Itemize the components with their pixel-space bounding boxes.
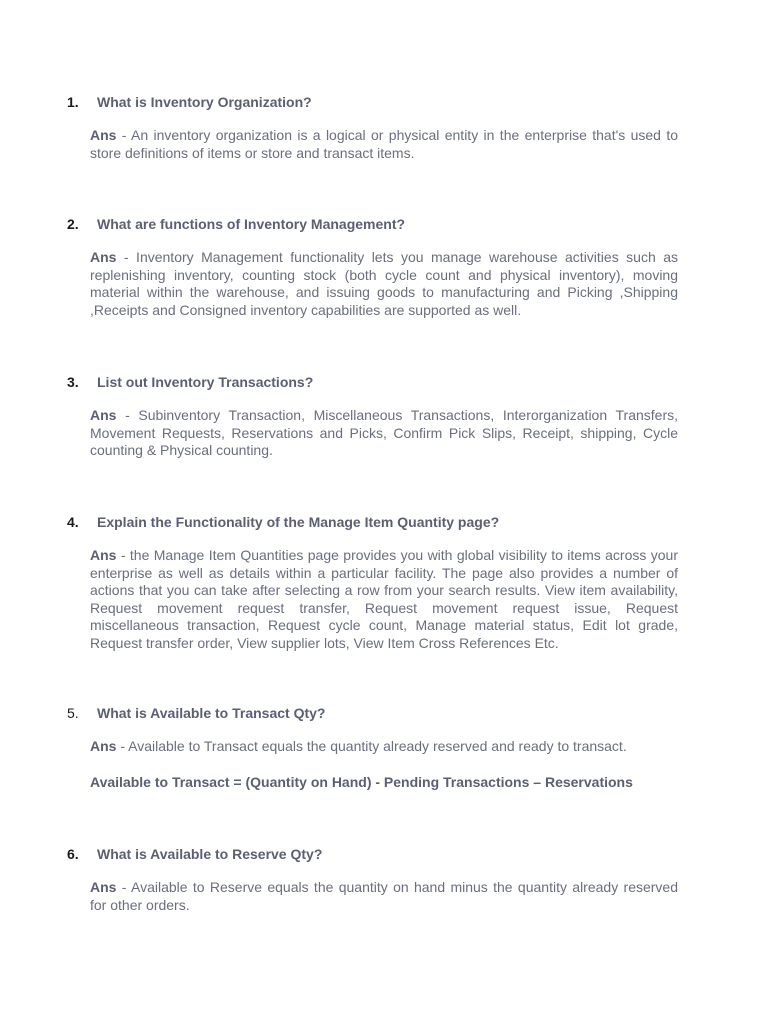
- qa-item-6: [67, 844, 678, 914]
- answer-label: Ans: [90, 249, 117, 265]
- answer-text: - the Manage Item Quantities page provides you with global visibility to items across your enterprise as well as details within a particular facility. The page also provides a number of actions that you can take after selecting a row from your search results. View item availability, Request movement request transfer, Request movement request issue, Request miscellaneous transaction, Request cycle count, Manage material status, Edit lot grade, Request transfer order, View supplier lots, View Item Cross References Etc.: [90, 547, 678, 651]
- answer-paragraph: [90, 879, 678, 914]
- question-text: What is Inventory Organization?: [97, 94, 312, 110]
- question-text: What are functions of Inventory Management?: [97, 216, 406, 232]
- answer-paragraph: [90, 407, 678, 460]
- question-number: 2.: [67, 216, 79, 232]
- qa-item-3: [67, 372, 678, 460]
- answer-label: Ans: [90, 879, 117, 895]
- question-text: List out Inventory Transactions?: [97, 374, 314, 390]
- answer-label: Ans: [90, 127, 117, 143]
- answer-paragraph: [90, 547, 678, 652]
- answer-label: Ans: [90, 547, 117, 563]
- question-line: [67, 372, 678, 392]
- question-line: [67, 92, 678, 112]
- answer-paragraph: [90, 127, 678, 162]
- answer-paragraph: [90, 249, 678, 319]
- answer-paragraph: [90, 738, 678, 756]
- question-number: 4.: [67, 514, 79, 530]
- answer-text: - An inventory organization is a logical or physical entity in the enterprise that's used to store definitions of items or store and transact items.: [90, 127, 678, 161]
- question-number: 6.: [67, 846, 79, 862]
- question-line: [67, 512, 678, 532]
- answer-label: Ans: [90, 407, 117, 423]
- answer-text: - Inventory Management functionality lets you manage warehouse activities such as replenishing inventory, counting stock (both cycle count and physical inventory), moving material within the warehouse, and issuing goods to manufacturing and Picking ,Shipping ,Receipts and Consigned inventory capabilities are supported as well.: [90, 249, 678, 318]
- question-number: 1.: [67, 94, 79, 110]
- question-line: [67, 214, 678, 234]
- answer-text: - Available to Transact equals the quantity already reserved and ready to transact.: [116, 738, 627, 754]
- formula-text: Available to Transact = (Quantity on Hand) - Pending Transactions – Reservations: [90, 773, 633, 790]
- question-text: What is Available to Reserve Qty?: [97, 846, 323, 862]
- question-text: What is Available to Transact Qty?: [97, 705, 326, 721]
- question-line: [67, 844, 678, 864]
- answer-label: Ans: [90, 738, 117, 754]
- question-line: [67, 703, 678, 723]
- qa-item-5: [67, 703, 678, 791]
- question-number: 5.: [67, 705, 79, 721]
- answer-text: - Available to Reserve equals the quantity on hand minus the quantity already reserved for other orders.: [90, 879, 678, 913]
- qa-item-4: [67, 512, 678, 652]
- question-text: Explain the Functionality of the Manage Item Quantity page?: [97, 514, 500, 530]
- qa-item-1: [67, 92, 678, 162]
- question-number: 3.: [67, 374, 79, 390]
- answer-text: - Subinventory Transaction, Miscellaneous Transactions, Interorganization Transfers, Movement Requests, Reservations and Picks, Confirm Pick Slips, Receipt, shipping, Cycle counting & Physical counting.: [90, 407, 678, 458]
- qa-item-2: [67, 214, 678, 319]
